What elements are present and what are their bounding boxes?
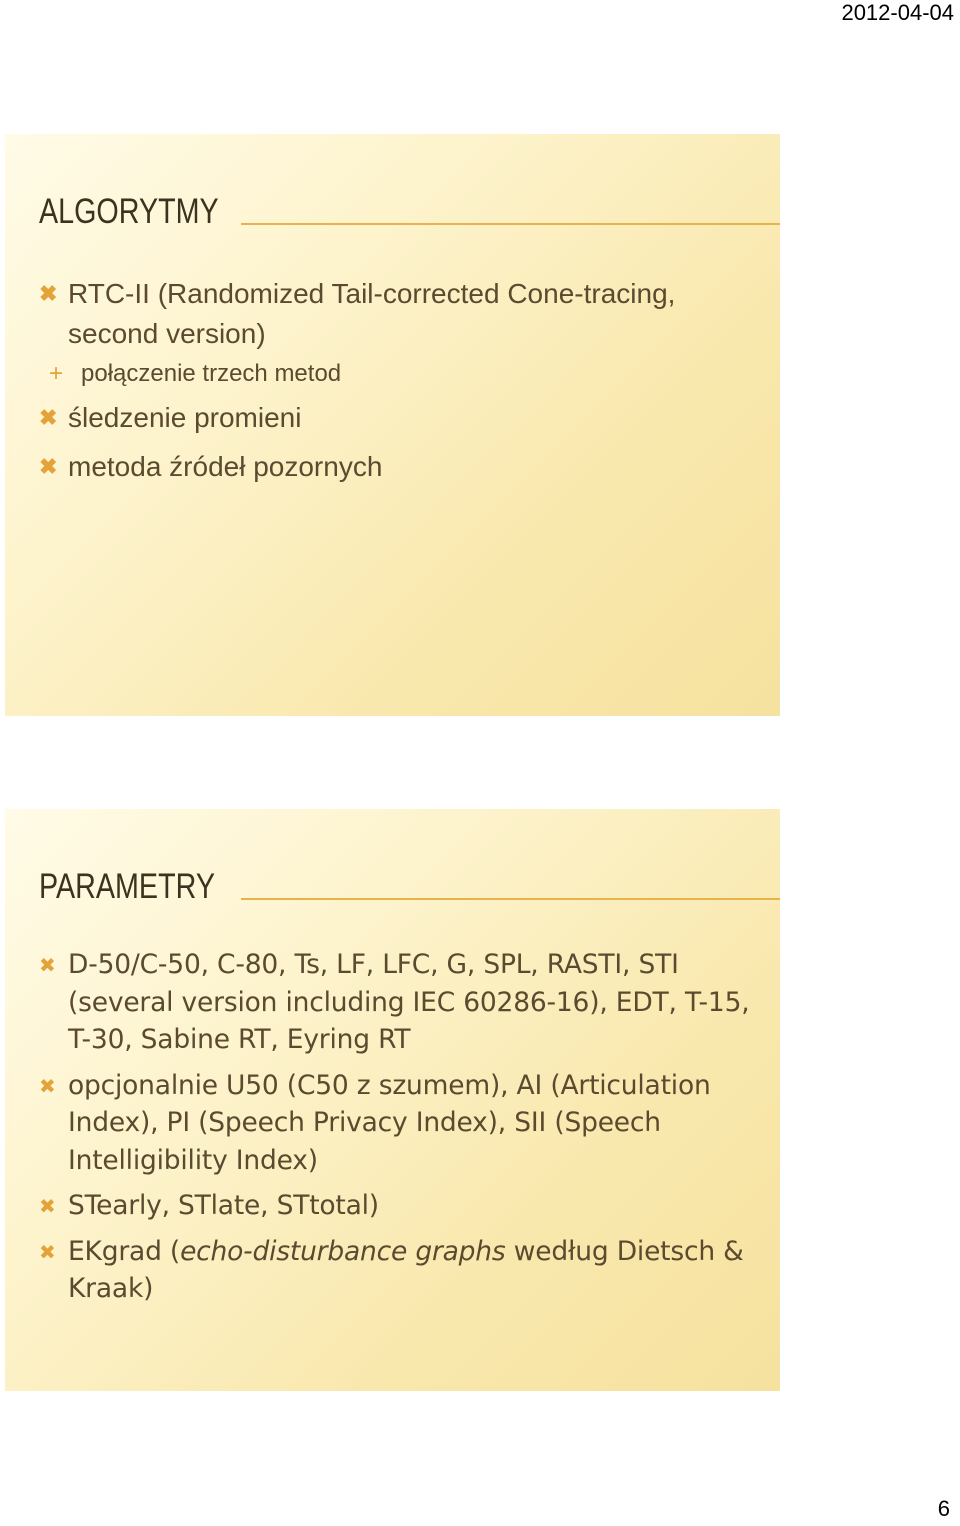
x-mark-icon: ✖	[39, 1073, 56, 1098]
sub-list-item	[39, 359, 760, 389]
bullet-text-italic: echo-disturbance graphs	[180, 1235, 506, 1267]
x-mark-icon: ✖	[39, 1239, 56, 1264]
list-item	[39, 1067, 760, 1180]
x-mark-icon: ✖	[39, 953, 56, 977]
x-mark-icon: ✖	[39, 405, 58, 430]
plus-icon: +	[49, 360, 64, 387]
bullet-text: STearly, STlate, STtotal)	[68, 1190, 379, 1221]
x-mark-icon: ✖	[39, 454, 58, 479]
title-underline	[241, 898, 780, 900]
list-item	[39, 1233, 760, 1308]
slide-title: PARAMETRY	[39, 867, 215, 906]
slide-parametry	[5, 809, 780, 1391]
bullet-text-post: według Dietsch & Kraak)	[68, 1235, 744, 1304]
page-date: 2012-04-04	[841, 0, 954, 25]
bullet-text: opcjonalnie U50 (C50 z szumem), AI (Articulation Index), PI (Speech Privacy Index), SII (Speech Intelligibility Index)	[68, 1069, 711, 1176]
bullet-text: D-50/C-50, C-80, Ts, LF, LFC, G, SPL, RASTI, STI (several version including IEC 60286-16), EDT, T-15, T-30, Sabine RT, Eyring RT	[68, 949, 750, 1055]
title-underline	[241, 223, 780, 225]
bullet-list	[39, 946, 760, 1316]
bullet-text: metoda źródeł pozornych	[68, 451, 383, 482]
bullet-text: RTC-II (Randomized Tail-corrected Cone-tracing, second version)	[68, 278, 676, 349]
slide-title: ALGORYTMY	[39, 192, 219, 231]
bullet-list	[39, 274, 760, 496]
sub-bullet-text: połączenie trzech metod	[81, 360, 342, 387]
x-mark-icon: ✖	[39, 1194, 56, 1218]
slide-algorytmy	[5, 134, 780, 716]
list-item	[39, 398, 760, 438]
list-item	[39, 1187, 760, 1225]
list-item	[39, 946, 760, 1059]
bullet-text-pre: EKgrad (	[68, 1235, 181, 1267]
x-mark-icon: ✖	[39, 281, 58, 306]
page-number: 6	[937, 1496, 950, 1521]
list-item	[39, 274, 760, 354]
list-item	[39, 447, 760, 487]
bullet-text: śledzenie promieni	[68, 402, 302, 433]
